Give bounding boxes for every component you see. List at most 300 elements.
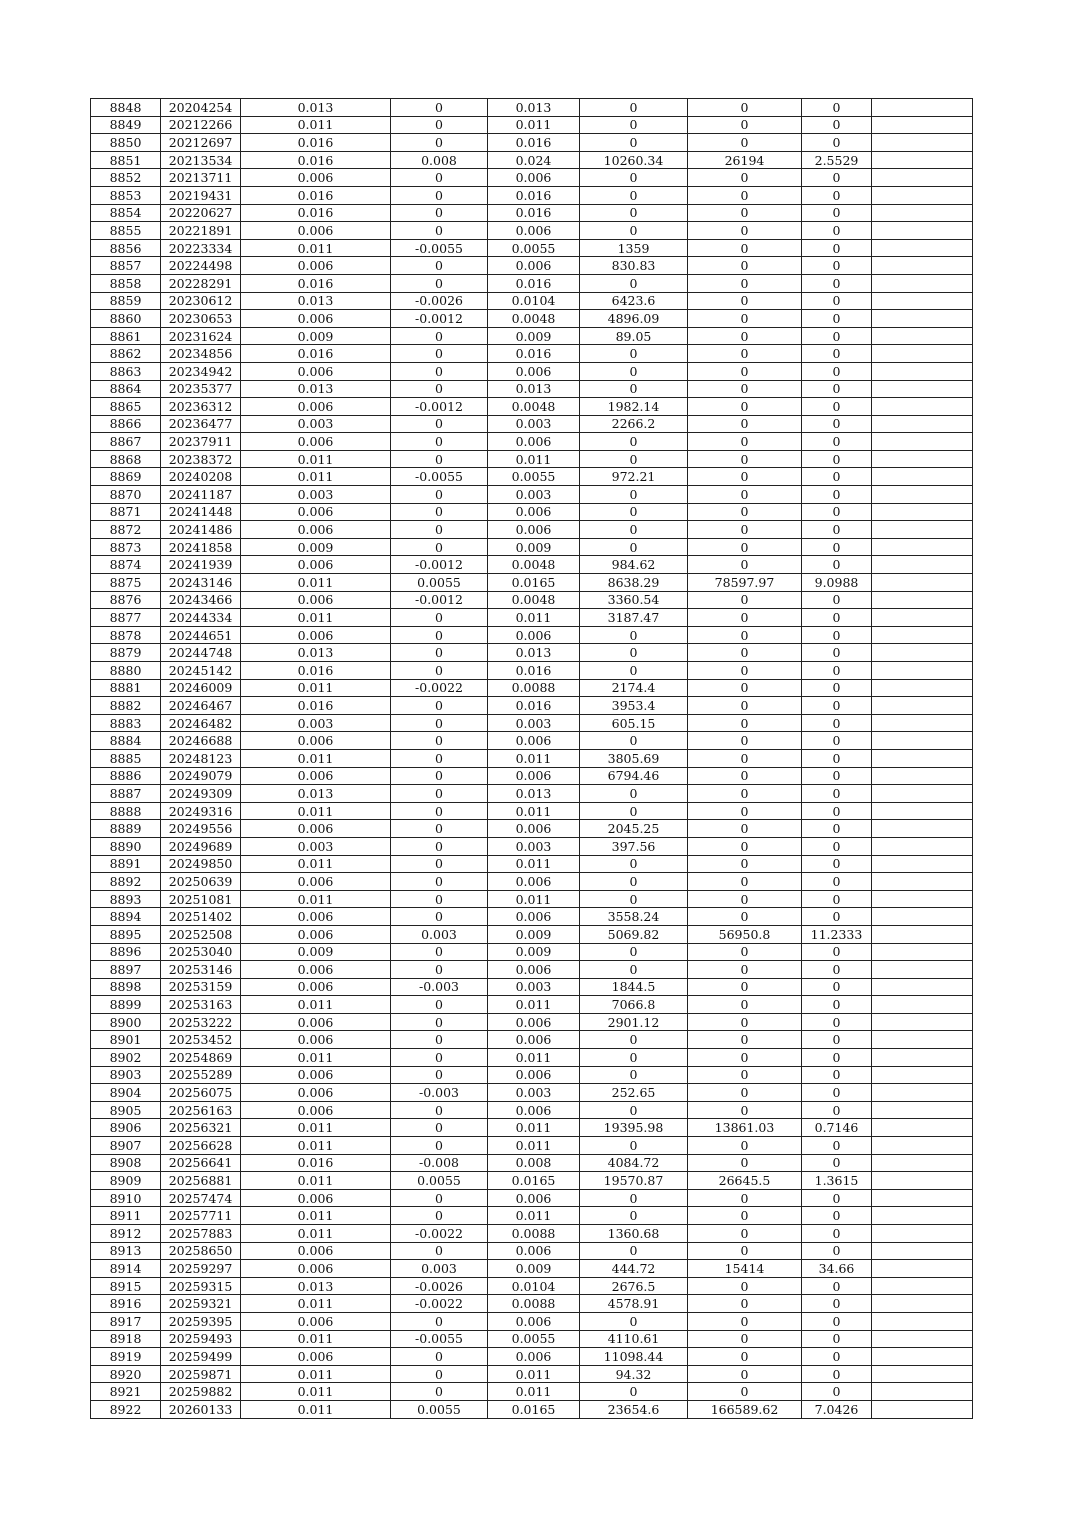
table-row xyxy=(91,99,973,117)
adjustment-cell: 0 xyxy=(391,1348,488,1366)
row-number-cell: 8852 xyxy=(91,169,161,187)
rate-b-cell: 0.006 xyxy=(488,169,580,187)
rate-b-cell: 0.009 xyxy=(488,925,580,943)
total-cell: 0 xyxy=(688,99,802,117)
adjustment-cell: 0.003 xyxy=(391,925,488,943)
table-row xyxy=(91,1066,973,1084)
ratio-cell: 0 xyxy=(802,679,872,697)
ratio-cell: 0 xyxy=(802,820,872,838)
data-table xyxy=(90,98,973,1419)
row-number-cell: 8896 xyxy=(91,943,161,961)
amount-cell: 19395.98 xyxy=(580,1119,688,1137)
ratio-cell: 0 xyxy=(802,1137,872,1155)
amount-cell: 0 xyxy=(580,204,688,222)
id-cell: 20220627 xyxy=(161,204,241,222)
total-cell: 0 xyxy=(688,943,802,961)
id-cell: 20257474 xyxy=(161,1189,241,1207)
row-number-cell: 8889 xyxy=(91,820,161,838)
amount-cell: 984.62 xyxy=(580,556,688,574)
ratio-cell: 0 xyxy=(802,1242,872,1260)
row-number-cell: 8868 xyxy=(91,450,161,468)
rate-a-cell: 0.006 xyxy=(241,1312,391,1330)
rate-b-cell: 0.0104 xyxy=(488,292,580,310)
table-row xyxy=(91,274,973,292)
adjustment-cell: 0 xyxy=(391,116,488,134)
id-cell: 20234856 xyxy=(161,345,241,363)
adjustment-cell: 0 xyxy=(391,943,488,961)
total-cell: 0 xyxy=(688,890,802,908)
row-number-cell: 8900 xyxy=(91,1013,161,1031)
empty-cell xyxy=(872,116,973,134)
adjustment-cell: 0.0055 xyxy=(391,1400,488,1418)
rate-b-cell: 0.013 xyxy=(488,380,580,398)
rate-b-cell: 0.0165 xyxy=(488,574,580,592)
rate-b-cell: 0.009 xyxy=(488,943,580,961)
rate-a-cell: 0.006 xyxy=(241,222,391,240)
rate-a-cell: 0.006 xyxy=(241,433,391,451)
adjustment-cell: -0.0012 xyxy=(391,398,488,416)
id-cell: 20253159 xyxy=(161,978,241,996)
rate-a-cell: 0.011 xyxy=(241,1172,391,1190)
empty-cell xyxy=(872,362,973,380)
id-cell: 20237911 xyxy=(161,433,241,451)
ratio-cell: 0 xyxy=(802,99,872,117)
adjustment-cell: 0 xyxy=(391,380,488,398)
amount-cell: 10260.34 xyxy=(580,151,688,169)
amount-cell: 0 xyxy=(580,169,688,187)
total-cell: 0 xyxy=(688,274,802,292)
ratio-cell: 0 xyxy=(802,292,872,310)
rate-a-cell: 0.006 xyxy=(241,521,391,539)
amount-cell: 0 xyxy=(580,1066,688,1084)
rate-a-cell: 0.009 xyxy=(241,327,391,345)
amount-cell: 4578.91 xyxy=(580,1295,688,1313)
row-number-cell: 8860 xyxy=(91,310,161,328)
table-row xyxy=(91,1365,973,1383)
amount-cell: 4896.09 xyxy=(580,310,688,328)
row-number-cell: 8902 xyxy=(91,1049,161,1067)
empty-cell xyxy=(872,151,973,169)
adjustment-cell: 0 xyxy=(391,1365,488,1383)
rate-b-cell: 0.0104 xyxy=(488,1277,580,1295)
rate-b-cell: 0.003 xyxy=(488,978,580,996)
rate-b-cell: 0.006 xyxy=(488,362,580,380)
rate-a-cell: 0.006 xyxy=(241,925,391,943)
empty-cell xyxy=(872,1312,973,1330)
adjustment-cell: 0 xyxy=(391,1383,488,1401)
id-cell: 20246467 xyxy=(161,697,241,715)
table-row xyxy=(91,679,973,697)
rate-b-cell: 0.006 xyxy=(488,732,580,750)
rate-b-cell: 0.008 xyxy=(488,1154,580,1172)
amount-cell: 0 xyxy=(580,785,688,803)
adjustment-cell: 0 xyxy=(391,1207,488,1225)
rate-b-cell: 0.006 xyxy=(488,1348,580,1366)
id-cell: 20249316 xyxy=(161,802,241,820)
adjustment-cell: 0 xyxy=(391,362,488,380)
ratio-cell: 0 xyxy=(802,1154,872,1172)
adjustment-cell: -0.0055 xyxy=(391,468,488,486)
total-cell: 0 xyxy=(688,556,802,574)
id-cell: 20241939 xyxy=(161,556,241,574)
ratio-cell: 0 xyxy=(802,398,872,416)
rate-a-cell: 0.013 xyxy=(241,644,391,662)
rate-b-cell: 0.011 xyxy=(488,609,580,627)
empty-cell xyxy=(872,662,973,680)
rate-b-cell: 0.0088 xyxy=(488,679,580,697)
id-cell: 20235377 xyxy=(161,380,241,398)
adjustment-cell: -0.0055 xyxy=(391,1330,488,1348)
id-cell: 20223334 xyxy=(161,239,241,257)
id-cell: 20213711 xyxy=(161,169,241,187)
amount-cell: 0 xyxy=(580,486,688,504)
table-row xyxy=(91,503,973,521)
id-cell: 20241448 xyxy=(161,503,241,521)
ratio-cell: 0 xyxy=(802,978,872,996)
id-cell: 20204254 xyxy=(161,99,241,117)
total-cell: 0 xyxy=(688,1013,802,1031)
rate-a-cell: 0.011 xyxy=(241,1225,391,1243)
total-cell: 0 xyxy=(688,1084,802,1102)
total-cell: 0 xyxy=(688,626,802,644)
id-cell: 20234942 xyxy=(161,362,241,380)
row-number-cell: 8904 xyxy=(91,1084,161,1102)
id-cell: 20245142 xyxy=(161,662,241,680)
rate-a-cell: 0.003 xyxy=(241,415,391,433)
id-cell: 20219431 xyxy=(161,186,241,204)
empty-cell xyxy=(872,943,973,961)
table-row xyxy=(91,1031,973,1049)
rate-b-cell: 0.011 xyxy=(488,749,580,767)
rate-a-cell: 0.011 xyxy=(241,609,391,627)
row-number-cell: 8862 xyxy=(91,345,161,363)
id-cell: 20241187 xyxy=(161,486,241,504)
ratio-cell: 0 xyxy=(802,1348,872,1366)
rate-b-cell: 0.003 xyxy=(488,486,580,504)
amount-cell: 0 xyxy=(580,450,688,468)
id-cell: 20243466 xyxy=(161,591,241,609)
rate-a-cell: 0.006 xyxy=(241,1242,391,1260)
total-cell: 0 xyxy=(688,134,802,152)
amount-cell: 397.56 xyxy=(580,837,688,855)
id-cell: 20249850 xyxy=(161,855,241,873)
ratio-cell: 0 xyxy=(802,1031,872,1049)
ratio-cell: 0 xyxy=(802,1383,872,1401)
row-number-cell: 8920 xyxy=(91,1365,161,1383)
rate-a-cell: 0.011 xyxy=(241,1330,391,1348)
table-row xyxy=(91,362,973,380)
rate-b-cell: 0.0055 xyxy=(488,468,580,486)
id-cell: 20255289 xyxy=(161,1066,241,1084)
rate-a-cell: 0.016 xyxy=(241,1154,391,1172)
adjustment-cell: 0 xyxy=(391,450,488,468)
empty-cell xyxy=(872,837,973,855)
table-row xyxy=(91,186,973,204)
row-number-cell: 8877 xyxy=(91,609,161,627)
amount-cell: 0 xyxy=(580,732,688,750)
id-cell: 20249556 xyxy=(161,820,241,838)
empty-cell xyxy=(872,574,973,592)
adjustment-cell: 0 xyxy=(391,186,488,204)
rate-b-cell: 0.0055 xyxy=(488,239,580,257)
adjustment-cell: 0 xyxy=(391,1031,488,1049)
id-cell: 20230612 xyxy=(161,292,241,310)
rate-a-cell: 0.013 xyxy=(241,99,391,117)
row-number-cell: 8901 xyxy=(91,1031,161,1049)
amount-cell: 3558.24 xyxy=(580,908,688,926)
amount-cell: 11098.44 xyxy=(580,1348,688,1366)
empty-cell xyxy=(872,785,973,803)
rate-b-cell: 0.006 xyxy=(488,626,580,644)
row-number-cell: 8870 xyxy=(91,486,161,504)
table-row xyxy=(91,767,973,785)
amount-cell: 3953.4 xyxy=(580,697,688,715)
ratio-cell: 0 xyxy=(802,1312,872,1330)
id-cell: 20251402 xyxy=(161,908,241,926)
table-row xyxy=(91,310,973,328)
adjustment-cell: -0.0055 xyxy=(391,239,488,257)
amount-cell: 0 xyxy=(580,644,688,662)
empty-cell xyxy=(872,1101,973,1119)
adjustment-cell: 0 xyxy=(391,749,488,767)
id-cell: 20236477 xyxy=(161,415,241,433)
rate-a-cell: 0.011 xyxy=(241,1137,391,1155)
empty-cell xyxy=(872,996,973,1014)
amount-cell: 0 xyxy=(580,1242,688,1260)
total-cell: 0 xyxy=(688,415,802,433)
id-cell: 20259297 xyxy=(161,1260,241,1278)
amount-cell: 0 xyxy=(580,1031,688,1049)
rate-b-cell: 0.003 xyxy=(488,415,580,433)
adjustment-cell: 0 xyxy=(391,134,488,152)
empty-cell xyxy=(872,679,973,697)
rate-a-cell: 0.006 xyxy=(241,908,391,926)
adjustment-cell: 0 xyxy=(391,767,488,785)
amount-cell: 444.72 xyxy=(580,1260,688,1278)
table-row xyxy=(91,1225,973,1243)
total-cell: 0 xyxy=(688,802,802,820)
row-number-cell: 8869 xyxy=(91,468,161,486)
id-cell: 20236312 xyxy=(161,398,241,416)
table-row xyxy=(91,714,973,732)
total-cell: 0 xyxy=(688,644,802,662)
table-row xyxy=(91,1154,973,1172)
total-cell: 0 xyxy=(688,398,802,416)
ratio-cell: 0 xyxy=(802,767,872,785)
adjustment-cell: 0 xyxy=(391,908,488,926)
id-cell: 20248123 xyxy=(161,749,241,767)
ratio-cell: 0 xyxy=(802,890,872,908)
amount-cell: 2045.25 xyxy=(580,820,688,838)
amount-cell: 0 xyxy=(580,134,688,152)
table-row xyxy=(91,222,973,240)
table-row xyxy=(91,151,973,169)
rate-b-cell: 0.016 xyxy=(488,274,580,292)
amount-cell: 0 xyxy=(580,362,688,380)
table-row xyxy=(91,873,973,891)
total-cell: 0 xyxy=(688,1101,802,1119)
total-cell: 0 xyxy=(688,1242,802,1260)
adjustment-cell: 0 xyxy=(391,415,488,433)
id-cell: 20246688 xyxy=(161,732,241,750)
amount-cell: 0 xyxy=(580,626,688,644)
empty-cell xyxy=(872,1119,973,1137)
empty-cell xyxy=(872,873,973,891)
total-cell: 0 xyxy=(688,697,802,715)
rate-b-cell: 0.016 xyxy=(488,662,580,680)
amount-cell: 8638.29 xyxy=(580,574,688,592)
rate-a-cell: 0.006 xyxy=(241,873,391,891)
rate-a-cell: 0.006 xyxy=(241,1066,391,1084)
rate-b-cell: 0.016 xyxy=(488,697,580,715)
adjustment-cell: 0 xyxy=(391,503,488,521)
id-cell: 20253452 xyxy=(161,1031,241,1049)
total-cell: 13861.03 xyxy=(688,1119,802,1137)
empty-cell xyxy=(872,1137,973,1155)
row-number-cell: 8903 xyxy=(91,1066,161,1084)
empty-cell xyxy=(872,257,973,275)
table-row xyxy=(91,1189,973,1207)
total-cell: 0 xyxy=(688,292,802,310)
ratio-cell: 0 xyxy=(802,837,872,855)
table-body xyxy=(91,99,973,1419)
total-cell: 0 xyxy=(688,450,802,468)
rate-b-cell: 0.003 xyxy=(488,837,580,855)
ratio-cell: 2.5529 xyxy=(802,151,872,169)
id-cell: 20221891 xyxy=(161,222,241,240)
rate-b-cell: 0.016 xyxy=(488,134,580,152)
adjustment-cell: 0 xyxy=(391,837,488,855)
id-cell: 20259321 xyxy=(161,1295,241,1313)
adjustment-cell: 0 xyxy=(391,802,488,820)
table-row xyxy=(91,1172,973,1190)
rate-a-cell: 0.013 xyxy=(241,785,391,803)
total-cell: 0 xyxy=(688,521,802,539)
rate-a-cell: 0.006 xyxy=(241,362,391,380)
id-cell: 20250639 xyxy=(161,873,241,891)
rate-a-cell: 0.006 xyxy=(241,1031,391,1049)
adjustment-cell: -0.0022 xyxy=(391,1225,488,1243)
rate-a-cell: 0.016 xyxy=(241,662,391,680)
empty-cell xyxy=(872,714,973,732)
adjustment-cell: 0 xyxy=(391,644,488,662)
rate-a-cell: 0.006 xyxy=(241,1189,391,1207)
row-number-cell: 8918 xyxy=(91,1330,161,1348)
empty-cell xyxy=(872,1348,973,1366)
rate-b-cell: 0.006 xyxy=(488,820,580,838)
id-cell: 20251081 xyxy=(161,890,241,908)
id-cell: 20258650 xyxy=(161,1242,241,1260)
total-cell: 0 xyxy=(688,204,802,222)
amount-cell: 1360.68 xyxy=(580,1225,688,1243)
ratio-cell: 0 xyxy=(802,1013,872,1031)
ratio-cell: 0.7146 xyxy=(802,1119,872,1137)
empty-cell xyxy=(872,380,973,398)
amount-cell: 0 xyxy=(580,1137,688,1155)
row-number-cell: 8854 xyxy=(91,204,161,222)
id-cell: 20212697 xyxy=(161,134,241,152)
adjustment-cell: 0 xyxy=(391,327,488,345)
table-row xyxy=(91,1330,973,1348)
rate-a-cell: 0.011 xyxy=(241,1295,391,1313)
total-cell: 0 xyxy=(688,1189,802,1207)
rate-b-cell: 0.006 xyxy=(488,908,580,926)
rate-b-cell: 0.006 xyxy=(488,222,580,240)
rate-b-cell: 0.013 xyxy=(488,99,580,117)
rate-a-cell: 0.009 xyxy=(241,538,391,556)
id-cell: 20231624 xyxy=(161,327,241,345)
id-cell: 20224498 xyxy=(161,257,241,275)
empty-cell xyxy=(872,415,973,433)
total-cell: 0 xyxy=(688,1137,802,1155)
rate-b-cell: 0.009 xyxy=(488,1260,580,1278)
amount-cell: 0 xyxy=(580,380,688,398)
rate-a-cell: 0.006 xyxy=(241,310,391,328)
table-row xyxy=(91,820,973,838)
ratio-cell: 0 xyxy=(802,714,872,732)
ratio-cell: 0 xyxy=(802,204,872,222)
rate-a-cell: 0.003 xyxy=(241,837,391,855)
total-cell: 0 xyxy=(688,486,802,504)
rate-b-cell: 0.0055 xyxy=(488,1330,580,1348)
amount-cell: 4084.72 xyxy=(580,1154,688,1172)
table-row xyxy=(91,1260,973,1278)
total-cell: 166589.62 xyxy=(688,1400,802,1418)
rate-a-cell: 0.011 xyxy=(241,890,391,908)
id-cell: 20253146 xyxy=(161,961,241,979)
empty-cell xyxy=(872,1295,973,1313)
ratio-cell: 0 xyxy=(802,538,872,556)
adjustment-cell: 0.008 xyxy=(391,151,488,169)
rate-a-cell: 0.011 xyxy=(241,1400,391,1418)
table-row xyxy=(91,1013,973,1031)
empty-cell xyxy=(872,1207,973,1225)
ratio-cell: 0 xyxy=(802,274,872,292)
rate-a-cell: 0.016 xyxy=(241,274,391,292)
amount-cell: 0 xyxy=(580,99,688,117)
ratio-cell: 0 xyxy=(802,996,872,1014)
table-row xyxy=(91,1242,973,1260)
empty-cell xyxy=(872,186,973,204)
total-cell: 0 xyxy=(688,116,802,134)
empty-cell xyxy=(872,134,973,152)
total-cell: 0 xyxy=(688,978,802,996)
total-cell: 0 xyxy=(688,820,802,838)
empty-cell xyxy=(872,961,973,979)
row-number-cell: 8879 xyxy=(91,644,161,662)
id-cell: 20240208 xyxy=(161,468,241,486)
table-row xyxy=(91,749,973,767)
empty-cell xyxy=(872,1400,973,1418)
rate-a-cell: 0.006 xyxy=(241,961,391,979)
ratio-cell: 0 xyxy=(802,486,872,504)
empty-cell xyxy=(872,1013,973,1031)
ratio-cell: 0 xyxy=(802,116,872,134)
row-number-cell: 8917 xyxy=(91,1312,161,1330)
id-cell: 20252508 xyxy=(161,925,241,943)
total-cell: 0 xyxy=(688,679,802,697)
row-number-cell: 8910 xyxy=(91,1189,161,1207)
adjustment-cell: -0.0012 xyxy=(391,310,488,328)
table-row xyxy=(91,925,973,943)
id-cell: 20228291 xyxy=(161,274,241,292)
rate-a-cell: 0.011 xyxy=(241,749,391,767)
amount-cell: 972.21 xyxy=(580,468,688,486)
table-row xyxy=(91,1101,973,1119)
ratio-cell: 0 xyxy=(802,556,872,574)
rate-b-cell: 0.0048 xyxy=(488,556,580,574)
rate-a-cell: 0.011 xyxy=(241,239,391,257)
